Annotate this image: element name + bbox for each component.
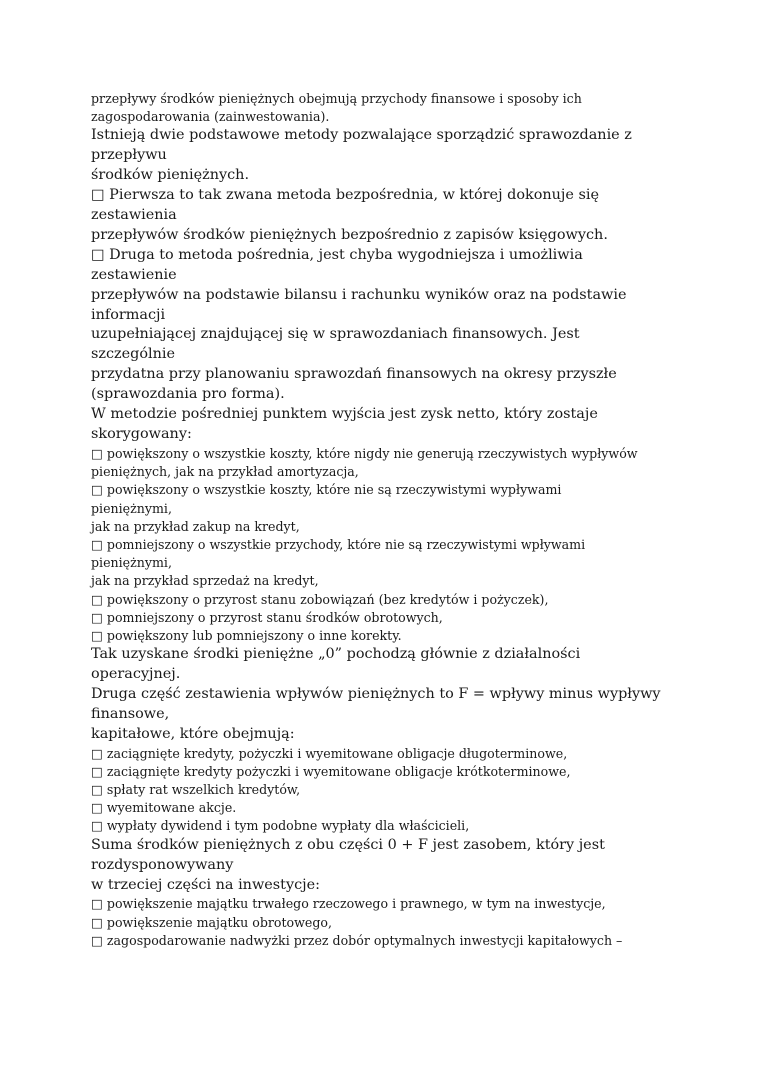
text-line: szczególnie	[91, 346, 175, 363]
text-line: □ powiększenie majątku obrotowego,	[91, 914, 333, 930]
text-line: (sprawozdania pro forma).	[91, 386, 285, 403]
text-line: Istnieją dwie podstawowe metody pozwalające sporządzić sprawozdanie z	[91, 127, 632, 144]
text-line: □ powiększony lub pomniejszony o inne korekty.	[91, 627, 402, 643]
text-line: jak na przykład zakup na kredyt,	[91, 518, 300, 534]
text-line: Tak uzyskane środki pieniężne „0” pochodzą głównie z działalności	[91, 646, 581, 663]
text-line: □ powiększenie majątku trwałego rzeczowego i prawnego, w tym na inwestycje,	[91, 896, 606, 912]
text-line: W metodzie pośredniej punktem wyjścia jest zysk netto, który zostaje	[91, 406, 598, 423]
text-line: Druga część zestawienia wpływów pieniężnych to F = wpływy minus wypływy	[91, 685, 661, 702]
text-line: skorygowany:	[91, 426, 192, 442]
text-line: przepływy środków pieniężnych obejmują przychody finansowe i sposoby ich	[91, 91, 582, 106]
text-line: Suma środków pieniężnych z obu części 0 + F jest zasobem, który jest	[91, 836, 605, 853]
text-line: operacyjnej.	[91, 666, 181, 683]
text-line: pieniężnymi,	[91, 555, 172, 571]
text-line: w trzeciej części na inwestycje:	[91, 876, 320, 893]
text-line: informacji	[91, 306, 166, 323]
text-line: □ Pierwsza to tak zwana metoda bezpośrednia, w której dokonuje się	[91, 187, 599, 204]
document-body-text	[91, 90, 751, 950]
text-line: □ spłaty rat wszelkich kredytów,	[91, 782, 301, 798]
text-line: przepływów środków pieniężnych bezpośrednio z zapisów księgowych.	[91, 226, 608, 243]
text-line: zestawienia	[91, 207, 177, 224]
text-line: □ wypłaty dywidend i tym podobne wypłaty dla właścicieli,	[91, 818, 470, 834]
text-line: finansowe,	[91, 705, 170, 722]
text-line: □ Druga to metoda pośrednia, jest chyba wygodniejsza i umożliwia	[91, 246, 583, 263]
text-line: kapitałowe, które obejmują:	[91, 725, 295, 742]
text-line: przepływów na podstawie bilansu i rachunku wyników oraz na podstawie	[91, 286, 627, 303]
text-line: □ zagospodarowanie nadwyżki przez dobór optymalnych inwestycji kapitałowych –	[91, 932, 623, 948]
text-line: □ pomniejszony o przyrost stanu środków obrotowych,	[91, 609, 443, 625]
text-line: □ zaciągnięte kredyty, pożyczki i wyemitowane obligacje długoterminowe,	[91, 745, 568, 761]
text-line: zestawienie	[91, 266, 177, 283]
text-line: □ pomniejszony o wszystkie przychody, które nie są rzeczywistymi wpływami	[91, 536, 586, 552]
text-line: □ zaciągnięte kredyty pożyczki i wyemitowane obligacje krótkoterminowe,	[91, 763, 571, 779]
text-line: pieniężnymi,	[91, 500, 172, 516]
text-line: □ powiększony o wszystkie koszty, które nie są rzeczywistymi wypływami	[91, 482, 562, 498]
text-line: zagospodarowania (zainwestowania).	[91, 109, 330, 125]
text-line: □ powiększony o przyrost stanu zobowiązań (bez kredytów i pożyczek),	[91, 591, 549, 607]
text-line: pieniężnych, jak na przykład amortyzacja,	[91, 464, 359, 480]
text-line: uzupełniającej znajdującej się w sprawozdaniach finansowych. Jest	[91, 326, 580, 343]
text-line: jak na przykład sprzedaż na kredyt,	[91, 573, 319, 589]
text-line: przepływu	[91, 147, 167, 164]
text-line: środków pieniężnych.	[91, 167, 250, 184]
text-line: □ powiększony o wszystkie koszty, które nigdy nie generują rzeczywistych wypływów	[91, 445, 638, 461]
text-line: □ wyemitowane akcje.	[91, 800, 237, 816]
text-line: rozdysponowywany	[91, 856, 234, 873]
text-line: przydatna przy planowaniu sprawozdań finansowych na okresy przyszłe	[91, 366, 617, 383]
